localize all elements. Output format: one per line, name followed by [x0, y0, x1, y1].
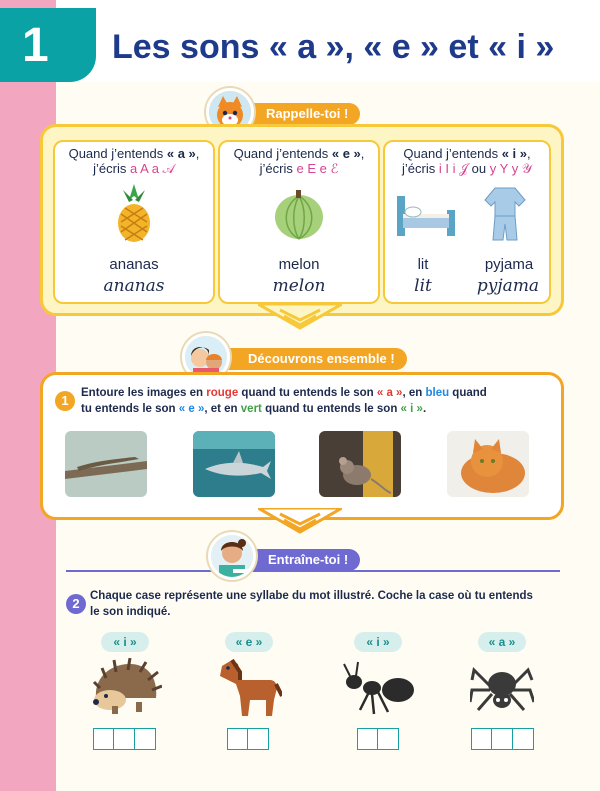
syllable-checkbox[interactable]	[93, 728, 115, 750]
sound-pill: « i »	[354, 632, 402, 652]
letters-i: i I i 𝒥	[438, 161, 469, 176]
spider-icon	[470, 660, 534, 716]
syllable-checkbox[interactable]	[113, 728, 135, 750]
exercise-instruction: Entoure les images en rouge quand tu entends le son « a », en bleu quand tu entends le son « e », et en vert quand tu entends le son « i ».	[81, 387, 487, 415]
rappelle-box	[40, 124, 564, 316]
syllable-checkbox[interactable]	[357, 728, 379, 750]
syllable-boxes-hedgehog	[94, 728, 156, 748]
syllable-checkbox[interactable]	[377, 728, 399, 750]
lesson-number: 1	[22, 19, 49, 72]
sound-pill: « i »	[101, 632, 149, 652]
word-cursive: melon	[272, 276, 326, 296]
photo-mouse[interactable]	[319, 431, 401, 497]
girl-avatar	[208, 532, 256, 580]
word-cursive: ananas	[103, 276, 165, 296]
page-title: Les sons « a », « e » et « i »	[112, 28, 555, 66]
syllable-boxes-horse	[228, 728, 269, 748]
exercise-instruction: Chaque case représente une syllabe du mot illustré. Coche la case où tu entends le son indiqué.	[90, 590, 533, 618]
syllable-checkbox[interactable]	[491, 728, 513, 750]
pyjama-icon	[483, 186, 527, 242]
sound-pill: « a »	[478, 632, 526, 652]
decouvrons-box	[40, 372, 564, 520]
girl-writing-icon	[211, 535, 253, 577]
word-print: melon	[278, 256, 320, 273]
hedgehog-icon	[90, 658, 162, 714]
chevron-down-icon	[258, 508, 342, 538]
letters-y: y Y y 𝒴	[489, 161, 532, 176]
pineapple-icon	[109, 182, 159, 244]
syllable-checkbox[interactable]	[227, 728, 249, 750]
syllable-checkbox[interactable]	[512, 728, 534, 750]
exercise-number: 2	[66, 594, 86, 614]
melon-icon	[272, 188, 326, 242]
entraine-badge: Entraîne-toi !	[234, 549, 360, 571]
ant-icon	[342, 660, 416, 716]
letters-a: a A a 𝒜	[130, 161, 175, 176]
rappelle-badge: Rappelle-toi !	[232, 103, 360, 125]
syllable-checkbox[interactable]	[471, 728, 493, 750]
mouse-icon	[319, 431, 401, 497]
sound-card-i: Quand j’entends « i », j’écris i I i 𝒥 ou y Y y 𝒴 lit lit pyjama pyjama	[383, 140, 551, 304]
photo-lizard[interactable]	[65, 431, 147, 497]
photo-cat[interactable]	[447, 431, 529, 497]
bed-icon	[395, 190, 457, 240]
photo-shark[interactable]	[193, 431, 275, 497]
sound-pill: « e »	[225, 632, 273, 652]
syllable-checkbox[interactable]	[247, 728, 269, 750]
letters-e: e E e ℰ	[296, 161, 339, 176]
syllable-boxes-ant	[358, 728, 399, 748]
word-print: pyjama	[484, 256, 534, 273]
cat-photo-icon	[447, 431, 529, 497]
word-print: ananas	[109, 256, 159, 273]
sound-card-a: Quand j’entends « a », j’écris a A a 𝒜 ananas ananas	[53, 140, 215, 304]
chevron-down-icon	[258, 304, 342, 334]
sound-card-e: Quand j’entends « e », j’écris e E e ℰ melon melon	[218, 140, 380, 304]
decouvrons-badge: Découvrons ensemble !	[214, 348, 407, 370]
lizard-icon	[65, 431, 147, 497]
syllable-checkbox[interactable]	[134, 728, 156, 750]
shark-icon	[193, 431, 275, 497]
lesson-number-tab	[0, 8, 96, 82]
horse-icon	[216, 656, 282, 718]
syllable-boxes-spider	[472, 728, 534, 748]
word-cursive: lit	[414, 276, 432, 296]
exercise-number: 1	[55, 391, 75, 411]
word-print: lit	[417, 256, 429, 273]
word-cursive: pyjama	[476, 276, 540, 296]
